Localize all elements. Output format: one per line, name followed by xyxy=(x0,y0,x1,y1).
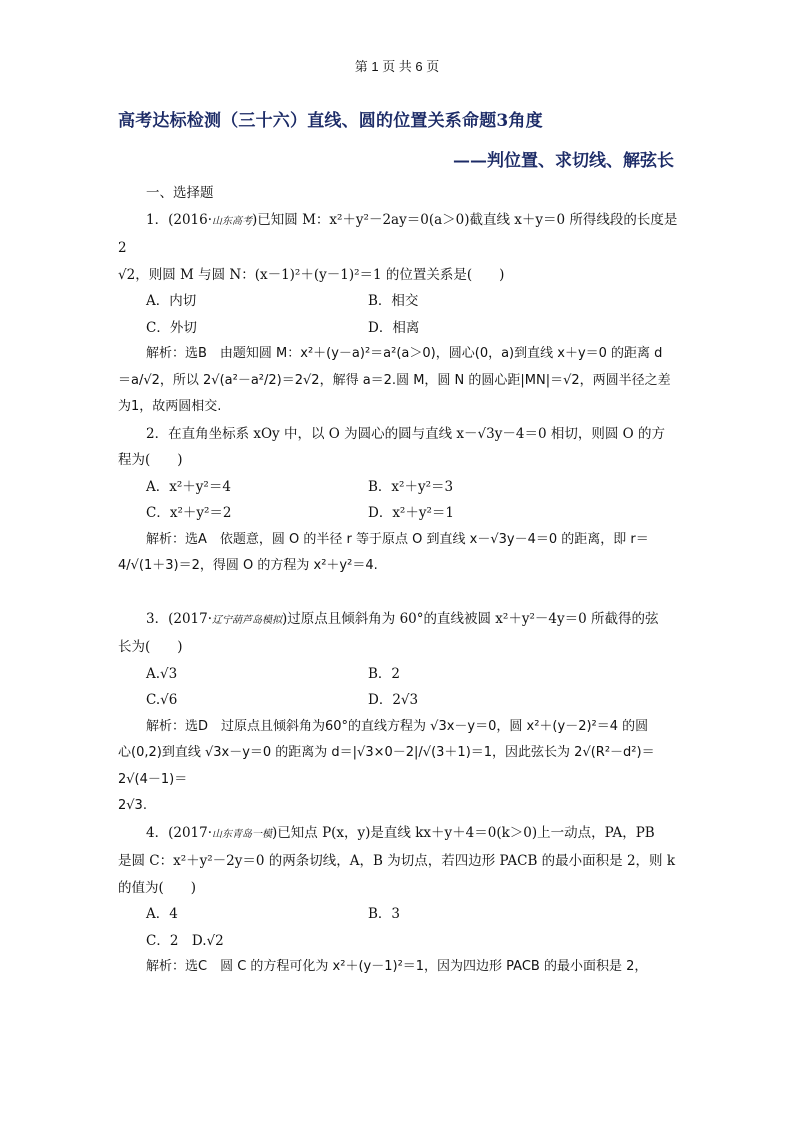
page-subtitle: ——判位置、求切线、解弦长 xyxy=(453,151,674,171)
spacer xyxy=(118,580,678,606)
question-number: 3．(2017· xyxy=(146,610,213,627)
stem-line-3: 的值为( ) xyxy=(118,879,197,896)
question-stem xyxy=(118,606,678,635)
question-source: 山东青岛一模 xyxy=(212,828,273,840)
answer-line-1: 解析：选D 过原点且倾斜角为60°的直线方程为 √3x－y＝0，圆 x²＋(y－2)²＝4 的圆 xyxy=(146,718,649,734)
stem-line-1: )过原点且倾斜角为 60°的直线被圆 x²＋y²－4y＝0 所截得的弦 xyxy=(282,610,659,627)
answer-line-2: 心(0,2)到直线 √3x－y＝0 的距离为 d＝|√3×0－2|/√(3＋1)＝1，因此弦长为 2√(R²－d²)＝2√(4－1)＝ xyxy=(118,745,655,787)
option-b: B．3 xyxy=(368,906,401,922)
option-c: C.√6 xyxy=(146,692,178,708)
option-b: B．2 xyxy=(368,665,401,682)
answer-line-3: 2√3. xyxy=(118,798,147,813)
answer-line-1: 解析：选A 依题意，圆 O 的半径 r 等于原点 O 到直线 x－√3y－4＝0 的距离，即 r＝ xyxy=(146,531,649,547)
option-a: A．内切 xyxy=(146,293,197,309)
answer-line-1: 解析：选C 圆 C 的方程可化为 x²＋(y－1)²＝1，因为四边形 PACB 的最小面积是 2， xyxy=(146,959,648,974)
question-source: 山东高考 xyxy=(212,215,253,227)
options-row xyxy=(118,474,678,501)
document-body xyxy=(118,180,678,981)
answer-line-1: 解析：选B 由题知圆 M：x²＋(y－a)²＝a²(a＞0)，圆心(0，a)到直线 x＋y＝0 的距离 d xyxy=(146,346,663,361)
option-a: A．x²＋y²＝4 xyxy=(146,478,231,495)
question-3 xyxy=(118,606,678,820)
option-c: C．外切 xyxy=(146,319,197,336)
options-row xyxy=(118,687,678,714)
question-stem xyxy=(118,820,678,849)
question-number: 4．(2017· xyxy=(146,824,213,841)
stem-line-2: 长为( ) xyxy=(118,639,183,655)
question-number: 1．(2016· xyxy=(146,211,213,228)
stem-line-2: 是圆 C：x²＋y²－2y＝0 的两条切线，A，B 为切点，若四边形 PACB 的最小面积是 2，则 k xyxy=(118,853,676,869)
option-b: B．x²＋y²＝3 xyxy=(368,478,454,495)
stem-line-2: √2，则圆 M 与圆 N：(x－1)²＋(y－1)²＝1 的位置关系是( ) xyxy=(118,266,505,283)
page-title: 高考达标检测（三十六）直线、圆的位置关系命题3角度 xyxy=(118,111,543,131)
question-2 xyxy=(118,421,678,580)
section-heading: 一、选择题 xyxy=(146,185,214,201)
option-c: C．x²＋y²＝2 xyxy=(146,505,232,521)
question-4 xyxy=(118,820,678,981)
stem-line-1: 2．在直角坐标系 xOy 中，以 O 为圆心的圆与直线 x－√3y－4＝0 相切，则圆 O 的方 xyxy=(146,425,665,442)
answer-line-2: 4/√(1＋3)＝2，得圆 O 的方程为 x²＋y²＝4. xyxy=(118,558,378,573)
options-row xyxy=(118,500,678,527)
option-d: D．相离 xyxy=(368,319,420,336)
question-1 xyxy=(118,207,678,421)
option-d: D．x²＋y²＝1 xyxy=(368,505,454,521)
option-b: B．相交 xyxy=(368,293,419,309)
options-row xyxy=(118,661,678,688)
option-c-d: C．2 D.√2 xyxy=(146,932,224,949)
stem-line-1: )已知圆 M：x²＋y²－2ay＝0(a＞0)截直线 x＋y＝0 所得线段的长度是 2 xyxy=(118,211,678,256)
question-stem xyxy=(118,207,678,262)
options-row xyxy=(118,901,678,928)
answer-line-3: 为1，故两圆相交. xyxy=(118,399,222,414)
stem-line-1: )已知点 P(x，y)是直线 kx＋y＋4＝0(k＞0)上一动点，PA，PB xyxy=(272,824,655,841)
page-header: 第 1 页 共 6 页 xyxy=(354,59,440,74)
options-row xyxy=(118,315,678,342)
option-a: A.√3 xyxy=(146,665,178,682)
options-row xyxy=(118,288,678,315)
stem-line-2: 程为( ) xyxy=(118,452,183,468)
question-source: 辽宁葫芦岛模拟 xyxy=(212,614,283,626)
option-d: D．2√3 xyxy=(368,692,419,708)
option-a: A．4 xyxy=(146,906,178,922)
answer-line-2: ＝a/√2，所以 2√(a²－a²/2)＝2√2，解得 a＝2.圆 M，圆 N 的圆心距|MN|＝√2，两圆半径之差 xyxy=(118,372,671,388)
